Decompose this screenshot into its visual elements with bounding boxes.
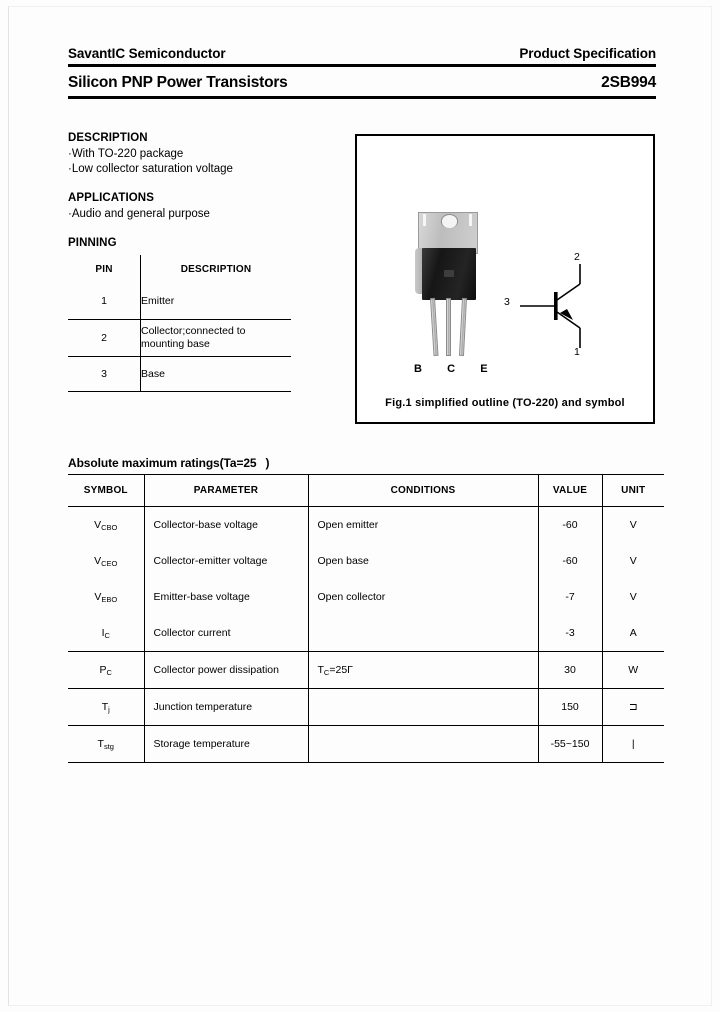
rating-conditions xyxy=(308,689,538,726)
upper-body xyxy=(68,132,656,424)
left-column xyxy=(68,132,358,392)
table-row xyxy=(68,615,664,652)
rating-parameter: Emitter-base voltage xyxy=(144,579,308,615)
rating-conditions xyxy=(308,615,538,652)
rating-parameter: Junction temperature xyxy=(144,689,308,726)
document-type: Product Specification xyxy=(519,46,656,61)
to220-package-image xyxy=(415,212,483,362)
rating-conditions: Open base xyxy=(308,543,538,579)
table-row xyxy=(68,507,664,544)
rating-unit: V xyxy=(602,507,664,544)
table-row xyxy=(68,726,664,763)
spacer xyxy=(68,222,358,237)
pinning-col-pin: PIN xyxy=(95,263,113,275)
ratings-col-symbol: SYMBOL xyxy=(68,475,144,507)
pinning-heading: PINNING xyxy=(68,237,117,249)
rating-symbol: $P_C$ xyxy=(68,652,144,689)
figure-box xyxy=(355,134,655,424)
table-row xyxy=(68,320,291,357)
rating-value: -55~150 xyxy=(538,726,602,763)
document-header xyxy=(68,46,656,64)
rating-value: 30 xyxy=(538,652,602,689)
rating-unit: | xyxy=(602,726,664,763)
symbol-pin-label-collector: 2 xyxy=(574,251,580,263)
absolute-maximum-ratings-table xyxy=(68,474,664,763)
symbol-pin-label-emitter: 1 xyxy=(574,346,580,358)
pnp-transistor-symbol xyxy=(504,251,622,366)
rating-unit: ⊐ xyxy=(602,689,664,726)
ratings-col-conditions: CONDITIONS xyxy=(308,475,538,507)
company-name: SavantIC Semiconductor xyxy=(68,46,226,61)
rating-parameter: Collector power dissipation xyxy=(144,652,308,689)
rating-symbol: $V_{EBO}$ xyxy=(94,591,118,604)
pinning-table xyxy=(68,255,291,392)
header-rule-bottom xyxy=(68,96,656,99)
symbol-pin-label-base: 3 xyxy=(504,296,510,308)
rating-unit: V xyxy=(602,579,664,615)
package-lead-collector xyxy=(446,298,451,356)
ratings-col-unit: UNIT xyxy=(602,475,664,507)
rating-parameter: Collector-emitter voltage xyxy=(144,543,308,579)
table-row xyxy=(68,283,291,320)
package-notch-left xyxy=(423,214,426,226)
rating-value: 150 xyxy=(538,689,602,726)
pin-description: Base xyxy=(141,357,292,392)
table-header-row xyxy=(68,475,664,507)
pin-number: 3 xyxy=(68,357,141,392)
table-header-row xyxy=(68,255,291,283)
rating-symbol: $V_{CEO}$ xyxy=(94,555,118,568)
package-pin-label-c: C xyxy=(447,363,456,375)
rating-parameter: Collector-base voltage xyxy=(144,507,308,544)
spacer xyxy=(68,177,358,192)
package-mounting-hole xyxy=(441,214,458,228)
package-lead-base xyxy=(430,298,439,356)
rating-parameter: Collector current xyxy=(144,615,308,652)
page-title: Silicon PNP Power Transistors xyxy=(68,74,288,91)
package-pin-labels xyxy=(414,363,488,375)
table-row xyxy=(68,357,291,392)
pin-number: 1 xyxy=(68,283,141,320)
pin-number: 2 xyxy=(68,320,141,357)
table-row xyxy=(68,579,664,615)
rating-unit: A xyxy=(602,615,664,652)
pin-description: Collector;connected to mounting base xyxy=(141,320,292,357)
rating-unit: V xyxy=(602,543,664,579)
applications-item: ·Audio and general purpose xyxy=(68,208,210,220)
package-marking xyxy=(444,270,454,277)
description-item: ·Low collector saturation voltage xyxy=(68,163,233,175)
package-lead-emitter xyxy=(459,298,467,356)
rating-conditions xyxy=(308,726,538,763)
rating-value: -3 xyxy=(538,615,602,652)
package-pin-label-e: E xyxy=(480,363,488,375)
rating-conditions: Open collector xyxy=(308,579,538,615)
rating-symbol: $V_{CBO}$ xyxy=(94,519,118,532)
ratings-title xyxy=(68,456,656,470)
rating-symbol: $I_C$ xyxy=(68,615,144,652)
ratings-col-value: VALUE xyxy=(538,475,602,507)
description-heading: DESCRIPTION xyxy=(68,132,148,144)
page-content xyxy=(68,46,656,763)
rating-value: -60 xyxy=(538,507,602,544)
ratings-col-parameter: PARAMETER xyxy=(144,475,308,507)
rating-value: -7 xyxy=(538,579,602,615)
part-number: 2SB994 xyxy=(601,74,656,91)
rating-parameter: Storage temperature xyxy=(144,726,308,763)
rating-conditions: Open emitter xyxy=(308,507,538,544)
product-header xyxy=(68,67,656,96)
table-row xyxy=(68,543,664,579)
rating-symbol: $T_j$ xyxy=(68,689,144,726)
package-body xyxy=(422,248,476,300)
applications-heading: APPLICATIONS xyxy=(68,192,154,204)
ratings-title-text: Absolute maximum ratings(Ta=25 xyxy=(68,456,257,470)
ratings-title-suffix: ) xyxy=(265,456,270,470)
rating-conditions: $T_C=25\Gamma$ xyxy=(308,652,538,689)
rating-symbol: $T_{stg}$ xyxy=(97,738,114,751)
ratings-section xyxy=(68,456,656,763)
figure-caption: Fig.1 simplified outline (TO-220) and symbol xyxy=(385,397,625,409)
table-row xyxy=(68,689,664,726)
package-notch-right xyxy=(469,214,472,226)
rating-value: -60 xyxy=(538,543,602,579)
table-row xyxy=(68,652,664,689)
transistor-symbol-svg xyxy=(512,256,622,366)
pinning-col-description: DESCRIPTION xyxy=(141,255,292,283)
package-pin-label-b: B xyxy=(414,363,423,375)
pin-description: Emitter xyxy=(141,283,292,320)
description-item: ·With TO-220 package xyxy=(68,148,184,160)
rating-unit: W xyxy=(602,652,664,689)
